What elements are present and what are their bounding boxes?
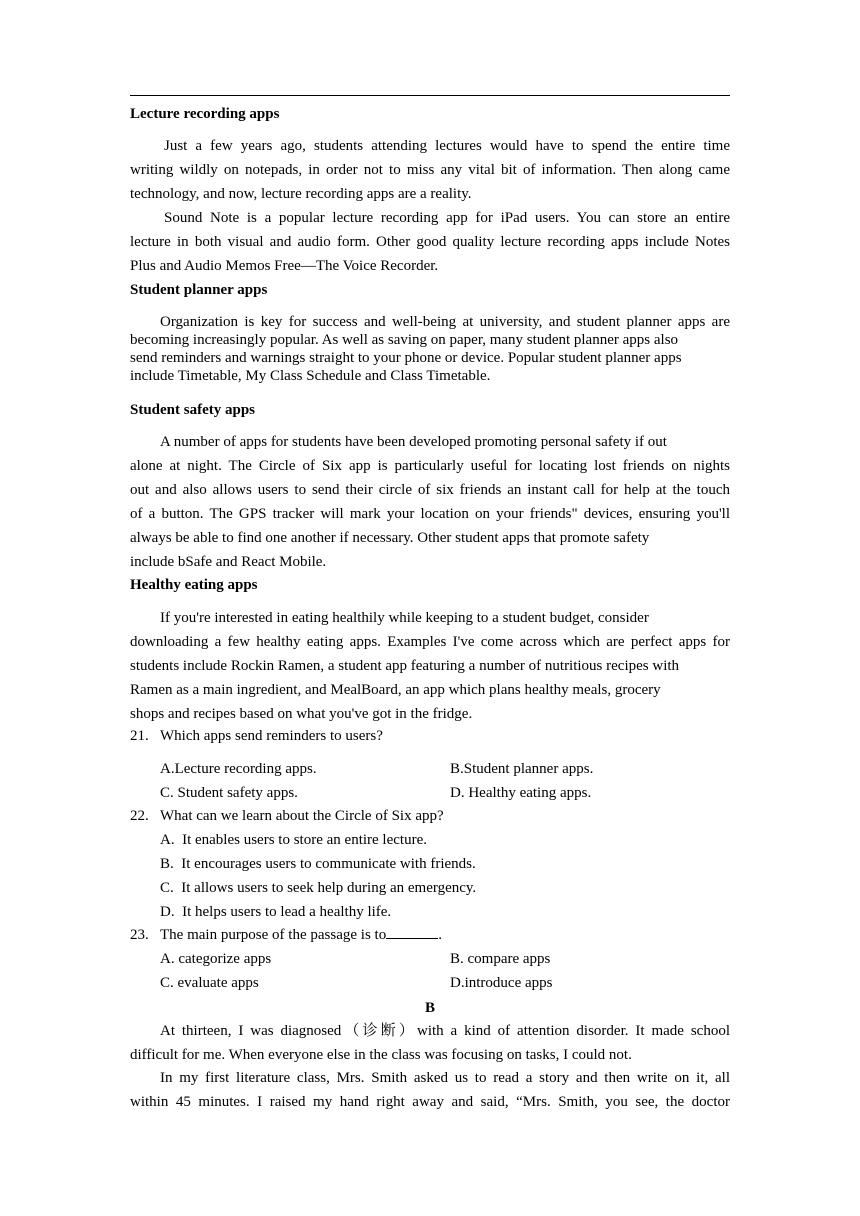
paragraph-safety-1 [130,430,730,574]
option-23-b: B. compare apps [450,951,551,967]
text-line: include Timetable, My Class Schedule and Class Timetable. [130,368,491,384]
text-line: lecture in both visual and audio form. Other good quality lecture recording apps include Notes [130,234,730,250]
header-rule [130,95,730,96]
text-line: include bSafe and React Mobile. [130,554,327,570]
text-line: Just a few years ago, students attending lectures would have to spend the entire time [164,138,730,154]
text-line: Organization is key for success and well-being at university, and student planner apps are [160,314,730,330]
section-heading-safety: Student safety apps [130,402,256,418]
text-line: In my first literature class, Mrs. Smith asked us to read a story and then write on it, all [160,1070,730,1086]
text-line: difficult for me. When everyone else in the class was focusing on tasks, I could not. [130,1047,632,1063]
text-line: always be able to find one another if necessary. Other student apps that promote safety [130,530,650,546]
part-b-heading: B [424,1000,435,1016]
option-21-a: A.Lecture recording apps. [160,761,317,777]
question-21-text: Which apps send reminders to users? [160,728,383,744]
paragraph-lecture-2 [130,206,730,278]
option-23-c: C. evaluate apps [160,975,259,991]
question-21-number: 21. [130,728,149,744]
section-heading-planner: Student planner apps [130,282,268,298]
option-22-c: C. It allows users to seek help during an emergency. [160,880,477,896]
question-23-number: 23. [130,927,149,943]
paragraph-b-1 [130,1019,730,1067]
text-line: shops and recipes based on what you've got in the fridge. [130,706,473,722]
text-line: send reminders and warnings straight to your phone or device. Popular student planner apps [130,350,682,366]
paragraph-planner-1 [130,313,730,385]
option-22-d: D. It helps users to lead a healthy life. [160,904,392,920]
text-line: of a button. The GPS tracker will mark your location on your friends" devices, ensuring you'll [130,506,730,522]
option-23-d: D.introduce apps [450,975,553,991]
question-22-number: 22. [130,808,149,824]
paragraph-lecture-1 [130,134,730,206]
text-line: Plus and Audio Memos Free—The Voice Recorder. [130,258,439,274]
question-23-stem [160,923,442,947]
option-22-b: B. It encourages users to communicate with friends. [160,856,476,872]
text-line: writing wildly on notepads, in order not to miss any vital bit of information. Then along came [130,162,730,178]
text-line: out and also allows users to send their circle of six friends an instant call for help at the touch [130,482,730,498]
text-line: alone at night. The Circle of Six app is particularly useful for locating lost friends on nights [130,458,730,474]
question-22-text: What can we learn about the Circle of Six app? [160,808,444,824]
section-heading-lecture: Lecture recording apps [130,106,280,122]
text-line: Sound Note is a popular lecture recording app for iPad users. You can store an entire [164,210,730,226]
text-line: If you're interested in eating healthily while keeping to a student budget, consider [160,610,649,626]
text-line: Ramen as a main ingredient, and MealBoard, an app which plans healthy meals, grocery [130,682,661,698]
question-23-suffix: . [438,927,442,943]
option-22-a: A. It enables users to store an entire lecture. [160,832,427,848]
paragraph-eating-1 [130,606,730,726]
text-line: downloading a few healthy eating apps. Examples I've come across which are perfect apps for [130,634,730,650]
text-line: A number of apps for students have been developed promoting personal safety if out [160,434,667,450]
option-21-b: B.Student planner apps. [450,761,594,777]
question-23-text: The main purpose of the passage is to [160,927,387,943]
text-line: students include Rockin Ramen, a student app featuring a number of nutritious recipes with [130,658,680,674]
option-21-c: C. Student safety apps. [160,785,298,801]
text-line: At thirteen, I was diagnosed（诊断）with a kind of attention disorder. It made school [160,1023,730,1039]
option-23-a: A. categorize apps [160,951,272,967]
text-line: technology, and now, lecture recording apps are a reality. [130,186,472,202]
text-line: becoming increasingly popular. As well as saving on paper, many student planner apps also [130,332,679,348]
paragraph-b-2 [130,1066,730,1114]
option-21-d: D. Healthy eating apps. [450,785,592,801]
section-heading-eating: Healthy eating apps [130,577,258,593]
answer-blank [386,924,438,939]
text-line: within 45 minutes. I raised my hand right away and said, “Mrs. Smith, you see, the doctor [130,1094,730,1110]
